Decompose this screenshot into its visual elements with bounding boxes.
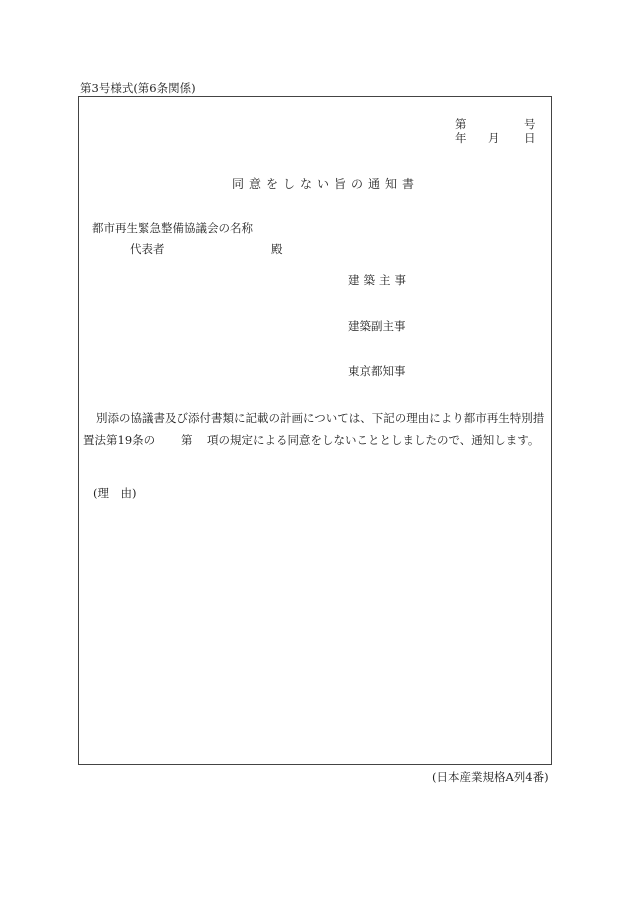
- form-id: 第3号様式(第6条関係): [80, 81, 196, 95]
- footer-standard: (日本産業規格A列4番): [432, 770, 549, 784]
- date-month: 月: [488, 131, 500, 145]
- date-year: 年: [455, 131, 467, 145]
- number-suffix: 号: [524, 117, 536, 131]
- addressee-honorific: 殿: [271, 242, 283, 256]
- document-title: 同意をしない旨の通知書: [232, 177, 420, 191]
- form-frame: [78, 96, 552, 765]
- body-text-line-2-part-1: 置法第19条の: [83, 433, 156, 447]
- number-prefix: 第: [455, 117, 467, 131]
- issuer-governor: 東京都知事: [348, 364, 406, 378]
- issuer-deputy-building-official: 建築副主事: [348, 319, 406, 333]
- addressee-representative-label: 代表者: [130, 242, 165, 256]
- date-day: 日: [524, 131, 536, 145]
- issuer-building-official: 建築主事: [348, 273, 410, 287]
- body-text-line-2-part-3: 項の規定による同意をしないこととしましたので、通知します。: [207, 433, 540, 447]
- addressee-org-name: 都市再生緊急整備協議会の名称: [92, 221, 253, 235]
- body-text-line-1: 別添の協議書及び添付書類に記載の計画については、下記の理由により都市再生特別措: [96, 411, 545, 425]
- reason-label: (理 由): [93, 486, 137, 500]
- body-text-line-2-part-2: 第: [181, 433, 193, 447]
